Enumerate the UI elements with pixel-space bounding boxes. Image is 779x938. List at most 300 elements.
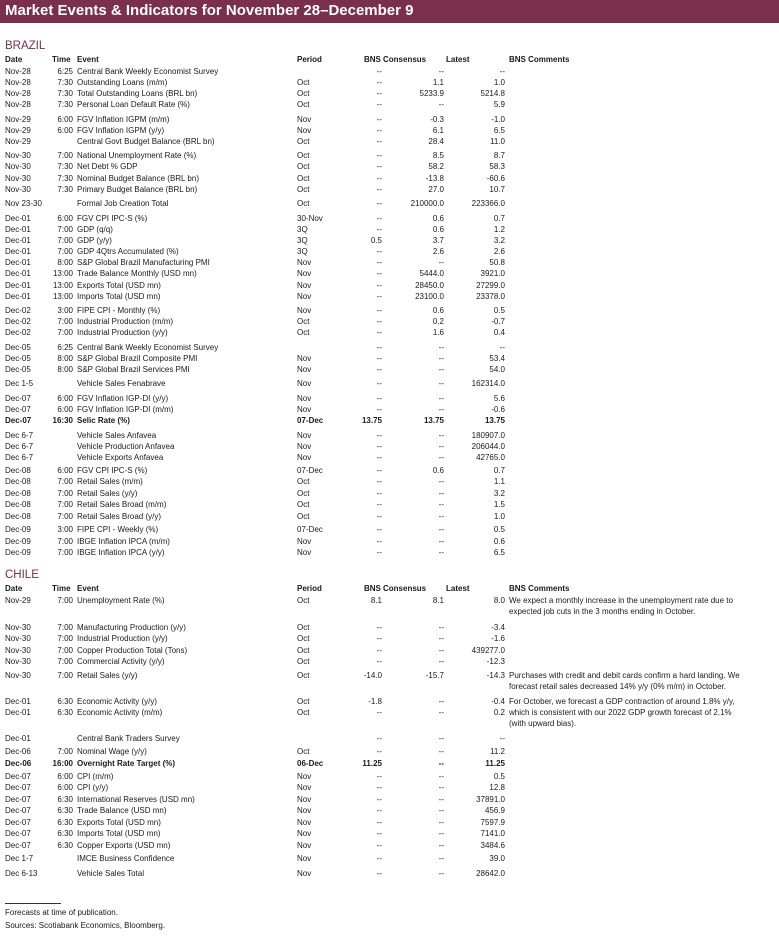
cell-comment: (with upward bias). xyxy=(509,719,577,728)
cell-consensus: 27.0 xyxy=(428,185,444,194)
cell-time: 3:00 xyxy=(57,306,73,315)
cell-time: 6:30 xyxy=(57,708,73,717)
cell-bns: -- xyxy=(376,747,382,756)
cell-latest: 27299.0 xyxy=(476,281,505,290)
cell-time: 7:00 xyxy=(57,747,73,756)
cell-latest: 23378.0 xyxy=(476,292,505,301)
cell-consensus: -- xyxy=(438,365,444,374)
cell-comment: We expect a monthly increase in the unemployment rate due to xyxy=(509,596,733,605)
cell-event: FIPE CPI - Weekly (%) xyxy=(77,525,159,534)
cell-time: 7:00 xyxy=(57,328,73,337)
table-row xyxy=(0,828,779,840)
cell-period: Oct xyxy=(297,596,310,605)
cell-date: Dec-05 xyxy=(5,354,31,363)
cell-consensus: 210000.0 xyxy=(410,199,444,208)
cell-time: 7:00 xyxy=(57,646,73,655)
header-time: Time xyxy=(52,584,71,593)
cell-latest: 180907.0 xyxy=(471,431,505,440)
cell-consensus: -- xyxy=(438,747,444,756)
cell-time: 6:30 xyxy=(57,818,73,827)
cell-date: Dec-08 xyxy=(5,466,31,475)
cell-latest: 37891.0 xyxy=(476,795,505,804)
cell-time: 7:00 xyxy=(57,634,73,643)
header-bns: BNS xyxy=(364,55,381,64)
cell-comment: which is consistent with our 2022 GDP growth forecast of 2.1% xyxy=(509,708,732,717)
header-event: Event xyxy=(77,584,99,593)
cell-latest: 8.7 xyxy=(493,151,505,160)
cell-time: 6:30 xyxy=(57,806,73,815)
cell-latest: 1.0 xyxy=(493,512,505,521)
cell-period: Nov xyxy=(297,818,312,827)
cell-event: Economic Activity (m/m) xyxy=(77,708,163,717)
table-row xyxy=(0,853,779,865)
cell-consensus: -- xyxy=(438,100,444,109)
header-latest: Latest xyxy=(446,55,470,64)
cell-date: Nov-30 xyxy=(5,671,31,680)
cell-bns: -- xyxy=(376,162,382,171)
cell-event: National Unemployment Rate (%) xyxy=(77,151,197,160)
cell-time: 6:00 xyxy=(57,214,73,223)
header-period: Period xyxy=(297,55,322,64)
cell-event: S&P Global Brazil Services PMI xyxy=(77,365,190,374)
cell-period: 07-Dec xyxy=(297,416,324,425)
footnote: Forecasts at time of publication. xyxy=(5,908,118,917)
cell-time: 6:30 xyxy=(57,829,73,838)
cell-bns: -- xyxy=(376,477,382,486)
cell-bns: -- xyxy=(376,734,382,743)
cell-comment: For October, we forecast a GDP contraction of around 1.8% y/y, xyxy=(509,697,735,706)
cell-consensus: 1.6 xyxy=(432,328,444,337)
cell-date: Dec-07 xyxy=(5,405,31,414)
table-row xyxy=(0,840,779,852)
table-row xyxy=(0,99,779,111)
cell-consensus: -- xyxy=(438,795,444,804)
cell-period: Oct xyxy=(297,657,310,666)
cell-bns: -- xyxy=(376,818,382,827)
table-row xyxy=(0,656,779,668)
cell-latest: 162314.0 xyxy=(471,379,505,388)
cell-period: Oct xyxy=(297,185,310,194)
table-row xyxy=(0,718,779,730)
cell-bns: -- xyxy=(376,354,382,363)
cell-event: Central Bank Traders Survey xyxy=(77,734,180,743)
cell-latest: -1.0 xyxy=(491,115,505,124)
cell-latest: 3921.0 xyxy=(480,269,505,278)
cell-event: FGV Inflation IGP-DI (y/y) xyxy=(77,394,169,403)
cell-latest: 1.0 xyxy=(493,78,505,87)
cell-latest: 50.8 xyxy=(489,258,505,267)
cell-consensus: 23100.0 xyxy=(415,292,444,301)
cell-time: 7:00 xyxy=(57,477,73,486)
cell-bns: -- xyxy=(376,89,382,98)
cell-event: Nominal Budget Balance (BRL bn) xyxy=(77,174,199,183)
header-consensus: Consensus xyxy=(383,55,427,64)
cell-consensus: -13.8 xyxy=(425,174,444,183)
cell-consensus: 3.7 xyxy=(432,236,444,245)
cell-event: IBGE Inflation IPCA (y/y) xyxy=(77,548,165,557)
cell-period: Nov xyxy=(297,379,312,388)
cell-time: 7:00 xyxy=(57,537,73,546)
cell-period: Nov xyxy=(297,869,312,878)
cell-bns: -- xyxy=(376,500,382,509)
cell-latest: -0.6 xyxy=(491,405,505,414)
cell-date: Dec-07 xyxy=(5,841,31,850)
cell-latest: 0.7 xyxy=(493,466,505,475)
cell-date: Dec-01 xyxy=(5,281,31,290)
cell-period: Nov xyxy=(297,453,312,462)
cell-date: Nov-29 xyxy=(5,596,31,605)
cell-event: Industrial Production (m/m) xyxy=(77,317,174,326)
cell-bns: -- xyxy=(376,537,382,546)
cell-event: Central Bank Weekly Economist Survey xyxy=(77,343,219,352)
cell-event: Personal Loan Default Rate (%) xyxy=(77,100,190,109)
cell-date: Nov-30 xyxy=(5,657,31,666)
cell-latest: 58.3 xyxy=(489,162,505,171)
cell-latest: 11.25 xyxy=(485,759,505,768)
cell-period: Oct xyxy=(297,747,310,756)
cell-consensus: 0.2 xyxy=(432,317,444,326)
cell-period: Nov xyxy=(297,783,312,792)
cell-event: Net Debt % GDP xyxy=(77,162,138,171)
cell-bns: -- xyxy=(376,306,382,315)
cell-bns: -- xyxy=(376,772,382,781)
cell-date: Dec 1-5 xyxy=(5,379,34,388)
cell-time: 7:00 xyxy=(57,489,73,498)
cell-period: Oct xyxy=(297,634,310,643)
cell-bns: -- xyxy=(376,512,382,521)
cell-period: Nov xyxy=(297,548,312,557)
cell-consensus: -- xyxy=(438,548,444,557)
cell-time: 7:00 xyxy=(57,500,73,509)
cell-date: Dec-01 xyxy=(5,225,31,234)
cell-event: S&P Global Brazil Manufacturing PMI xyxy=(77,258,210,267)
cell-date: Dec-08 xyxy=(5,477,31,486)
cell-period: Oct xyxy=(297,162,310,171)
cell-latest: 1.1 xyxy=(493,477,505,486)
cell-event: Commercial Activity (y/y) xyxy=(77,657,165,666)
cell-date: Nov-29 xyxy=(5,115,31,124)
cell-event: GDP (q/q) xyxy=(77,225,113,234)
header-comments: BNS Comments xyxy=(509,584,570,593)
cell-time: 7:00 xyxy=(57,671,73,680)
cell-event: Vehicle Exports Anfavea xyxy=(77,453,164,462)
cell-bns: -- xyxy=(376,269,382,278)
table-row xyxy=(0,868,779,880)
cell-latest: 11.0 xyxy=(490,137,505,146)
cell-consensus: 0.6 xyxy=(432,466,444,475)
cell-date: Dec-01 xyxy=(5,214,31,223)
cell-consensus: -- xyxy=(438,525,444,534)
header-date: Date xyxy=(5,584,23,593)
cell-date: Nov-30 xyxy=(5,634,31,643)
cell-bns: -- xyxy=(376,126,382,135)
section-title: CHILE xyxy=(5,569,39,581)
sources-note: Sources: Scotiabank Economics, Bloomberg. xyxy=(5,921,166,930)
cell-consensus: -- xyxy=(438,783,444,792)
cell-bns: -14.0 xyxy=(363,671,382,680)
cell-event: Total Outstanding Loans (BRL bn) xyxy=(77,89,198,98)
cell-event: IMCE Business Confidence xyxy=(77,854,175,863)
cell-date: Nov-30 xyxy=(5,162,31,171)
cell-bns: -- xyxy=(376,854,382,863)
cell-bns: -- xyxy=(376,115,382,124)
cell-event: Primary Budget Balance (BRL bn) xyxy=(77,185,198,194)
table-row xyxy=(0,378,779,390)
header-bns: BNS xyxy=(364,584,381,593)
cell-consensus: 5444.0 xyxy=(419,269,444,278)
cell-latest: 53.4 xyxy=(489,354,505,363)
table-row xyxy=(0,415,779,427)
cell-date: Dec-07 xyxy=(5,394,31,403)
title-banner xyxy=(0,0,779,23)
cell-latest: 5.6 xyxy=(493,394,505,403)
cell-latest: 2.6 xyxy=(493,247,505,256)
cell-bns: -- xyxy=(376,806,382,815)
cell-event: Imports Total (USD mn) xyxy=(77,829,161,838)
cell-consensus: -- xyxy=(438,623,444,632)
cell-consensus: -0.3 xyxy=(430,115,444,124)
table-row xyxy=(0,499,779,511)
cell-date: Dec-07 xyxy=(5,783,31,792)
cell-event: Retail Sales (m/m) xyxy=(77,477,143,486)
cell-bns: -- xyxy=(376,453,382,462)
cell-event: CPI (y/y) xyxy=(77,783,109,792)
cell-latest: 0.5 xyxy=(493,525,505,534)
cell-consensus: -- xyxy=(438,818,444,827)
cell-consensus: -- xyxy=(438,697,444,706)
cell-time: 7:00 xyxy=(57,236,73,245)
cell-date: Nov-29 xyxy=(5,126,31,135)
cell-date: Nov-30 xyxy=(5,646,31,655)
cell-date: Dec 6-13 xyxy=(5,869,38,878)
cell-date: Dec-01 xyxy=(5,292,31,301)
cell-latest: 439277.0 xyxy=(471,646,505,655)
cell-date: Dec-09 xyxy=(5,548,31,557)
cell-date: Nov 23-30 xyxy=(5,199,42,208)
cell-latest: 1.5 xyxy=(493,500,505,509)
header-period: Period xyxy=(297,584,322,593)
cell-bns: -- xyxy=(376,365,382,374)
cell-period: Nov xyxy=(297,292,312,301)
cell-bns: -- xyxy=(376,869,382,878)
table-row xyxy=(0,746,779,758)
cell-period: Nov xyxy=(297,258,312,267)
cell-latest: 5.9 xyxy=(493,100,505,109)
cell-consensus: 8.5 xyxy=(432,151,444,160)
cell-time: 8:00 xyxy=(57,354,73,363)
cell-event: Trade Balance (USD mn) xyxy=(77,806,167,815)
cell-period: 07-Dec xyxy=(297,525,323,534)
table-row xyxy=(0,782,779,794)
cell-bns: -- xyxy=(376,185,382,194)
cell-date: Dec 6-7 xyxy=(5,431,34,440)
cell-event: Retail Sales Broad (y/y) xyxy=(77,512,162,521)
cell-consensus: -- xyxy=(438,67,444,76)
cell-event: GDP (y/y) xyxy=(77,236,112,245)
cell-bns: -- xyxy=(376,548,382,557)
cell-date: Dec-01 xyxy=(5,258,31,267)
cell-event: Manufacturing Production (y/y) xyxy=(77,623,186,632)
cell-latest: -12.3 xyxy=(486,657,505,666)
cell-latest: 42765.0 xyxy=(476,453,505,462)
cell-bns: -- xyxy=(376,100,382,109)
cell-period: Nov xyxy=(297,306,312,315)
cell-event: Copper Exports (USD mn) xyxy=(77,841,171,850)
cell-bns: -- xyxy=(376,829,382,838)
cell-time: 8:00 xyxy=(57,365,73,374)
cell-date: Dec-05 xyxy=(5,343,31,352)
cell-period: Nov xyxy=(297,795,312,804)
cell-latest: 5214.8 xyxy=(480,89,505,98)
cell-consensus: -- xyxy=(438,634,444,643)
table-row xyxy=(0,511,779,523)
cell-time: 7:30 xyxy=(57,78,73,87)
cell-event: Retail Sales (y/y) xyxy=(77,671,138,680)
table-row xyxy=(0,733,779,745)
cell-bns: 11.25 xyxy=(362,759,382,768)
cell-period: Oct xyxy=(297,623,310,632)
cell-period: Nov xyxy=(297,841,312,850)
cell-date: Dec-07 xyxy=(5,829,31,838)
cell-time: 6:00 xyxy=(57,394,73,403)
header-event: Event xyxy=(77,55,99,64)
cell-bns: -- xyxy=(376,466,382,475)
cell-consensus: 2.6 xyxy=(432,247,444,256)
cell-event: S&P Global Brazil Composite PMI xyxy=(77,354,198,363)
cell-event: Overnight Rate Target (%) xyxy=(77,759,176,768)
cell-time: 7:00 xyxy=(57,247,73,256)
cell-bns: -- xyxy=(376,67,382,76)
cell-consensus: -- xyxy=(438,354,444,363)
cell-time: 7:30 xyxy=(57,100,73,109)
cell-time: 7:30 xyxy=(57,185,73,194)
cell-bns: 13.75 xyxy=(361,416,382,425)
cell-event: Formal Job Creation Total xyxy=(77,199,169,208)
header-consensus: Consensus xyxy=(383,584,427,593)
cell-bns: -- xyxy=(376,525,382,534)
cell-period: Oct xyxy=(297,708,310,717)
cell-period: Oct xyxy=(297,671,310,680)
cell-event: Central Bank Weekly Economist Survey xyxy=(77,67,219,76)
cell-bns: -- xyxy=(376,343,382,352)
cell-bns: -- xyxy=(376,281,382,290)
table-row xyxy=(0,268,779,280)
cell-period: Oct xyxy=(297,151,310,160)
cell-date: Dec-07 xyxy=(5,806,31,815)
cell-latest: -3.4 xyxy=(491,623,505,632)
table-row xyxy=(0,547,779,559)
cell-date: Nov-30 xyxy=(5,623,31,632)
cell-date: Dec 6-7 xyxy=(5,442,34,451)
cell-date: Dec-02 xyxy=(5,328,31,337)
cell-date: Dec-07 xyxy=(5,795,31,804)
cell-date: Dec-08 xyxy=(5,489,31,498)
cell-latest: -0.4 xyxy=(491,697,505,706)
cell-event: Exports Total (USD mn) xyxy=(77,818,161,827)
cell-period: Nov xyxy=(297,772,312,781)
cell-consensus: -- xyxy=(438,477,444,486)
cell-event: Industrial Production (y/y) xyxy=(77,328,168,337)
cell-date: Dec-01 xyxy=(5,708,31,717)
cell-event: Vehicle Sales Fenabrave xyxy=(77,379,166,388)
cell-time: 16:00 xyxy=(52,759,73,768)
cell-event: Nominal Wage (y/y) xyxy=(77,747,147,756)
cell-period: Oct xyxy=(297,317,310,326)
table-row xyxy=(0,184,779,196)
cell-period: Oct xyxy=(297,100,310,109)
cell-consensus: -- xyxy=(438,854,444,863)
cell-bns: -- xyxy=(376,328,382,337)
cell-period: Nov xyxy=(297,806,312,815)
cell-time: 6:00 xyxy=(57,772,73,781)
cell-period: 3Q xyxy=(297,225,308,234)
cell-event: FIPE CPI - Monthly (%) xyxy=(77,306,161,315)
cell-consensus: -- xyxy=(438,537,444,546)
cell-date: Dec-05 xyxy=(5,365,31,374)
cell-latest: 3484.6 xyxy=(480,841,505,850)
cell-time: 6:00 xyxy=(57,115,73,124)
cell-consensus: -- xyxy=(438,657,444,666)
cell-time: 6:00 xyxy=(57,783,73,792)
cell-bns: 0.5 xyxy=(370,236,382,245)
cell-event: Economic Activity (y/y) xyxy=(77,697,158,706)
cell-time: 7:30 xyxy=(57,174,73,183)
table-row xyxy=(0,805,779,817)
cell-time: 7:30 xyxy=(57,89,73,98)
cell-period: Nov xyxy=(297,115,312,124)
cell-date: Dec-02 xyxy=(5,306,31,315)
cell-time: 6:30 xyxy=(57,841,73,850)
cell-consensus: -- xyxy=(438,734,444,743)
cell-consensus: 28.4 xyxy=(428,137,444,146)
table-row xyxy=(0,327,779,339)
page-title: Market Events & Indicators for November 28–December 9 xyxy=(5,2,414,19)
table-row xyxy=(0,291,779,303)
cell-consensus: -- xyxy=(438,841,444,850)
cell-latest: 206044.0 xyxy=(471,442,505,451)
cell-event: Central Govt Budget Balance (BRL bn) xyxy=(77,137,215,146)
cell-event: FGV Inflation IGPM (m/m) xyxy=(77,115,170,124)
cell-period: Oct xyxy=(297,500,310,509)
cell-time: 6:00 xyxy=(57,126,73,135)
cell-comment: forecast retail sales decreased 14% y/y (0% m/m) in October. xyxy=(509,682,726,691)
cell-period: Oct xyxy=(297,328,310,337)
cell-date: Dec-07 xyxy=(5,416,32,425)
cell-latest: 12.8 xyxy=(489,783,505,792)
cell-bns: -- xyxy=(376,292,382,301)
table-row xyxy=(0,198,779,210)
cell-date: Dec-06 xyxy=(5,759,32,768)
cell-date: Dec 1-7 xyxy=(5,854,34,863)
cell-latest: 0.2 xyxy=(493,708,505,717)
table-row xyxy=(0,476,779,488)
cell-latest: 223366.0 xyxy=(471,199,505,208)
cell-bns: -1.8 xyxy=(368,697,382,706)
table-row xyxy=(0,606,779,618)
cell-bns: -- xyxy=(376,783,382,792)
cell-bns: -- xyxy=(376,623,382,632)
cell-latest: 8.0 xyxy=(493,596,505,605)
cell-bns: -- xyxy=(376,442,382,451)
cell-consensus: 58.2 xyxy=(428,162,444,171)
cell-latest: 0.7 xyxy=(493,214,505,223)
cell-consensus: 28450.0 xyxy=(415,281,444,290)
cell-consensus: -- xyxy=(438,759,444,768)
cell-latest: -- xyxy=(499,67,505,76)
cell-date: Dec-08 xyxy=(5,500,31,509)
cell-date: Dec-09 xyxy=(5,537,31,546)
cell-period: Nov xyxy=(297,354,312,363)
